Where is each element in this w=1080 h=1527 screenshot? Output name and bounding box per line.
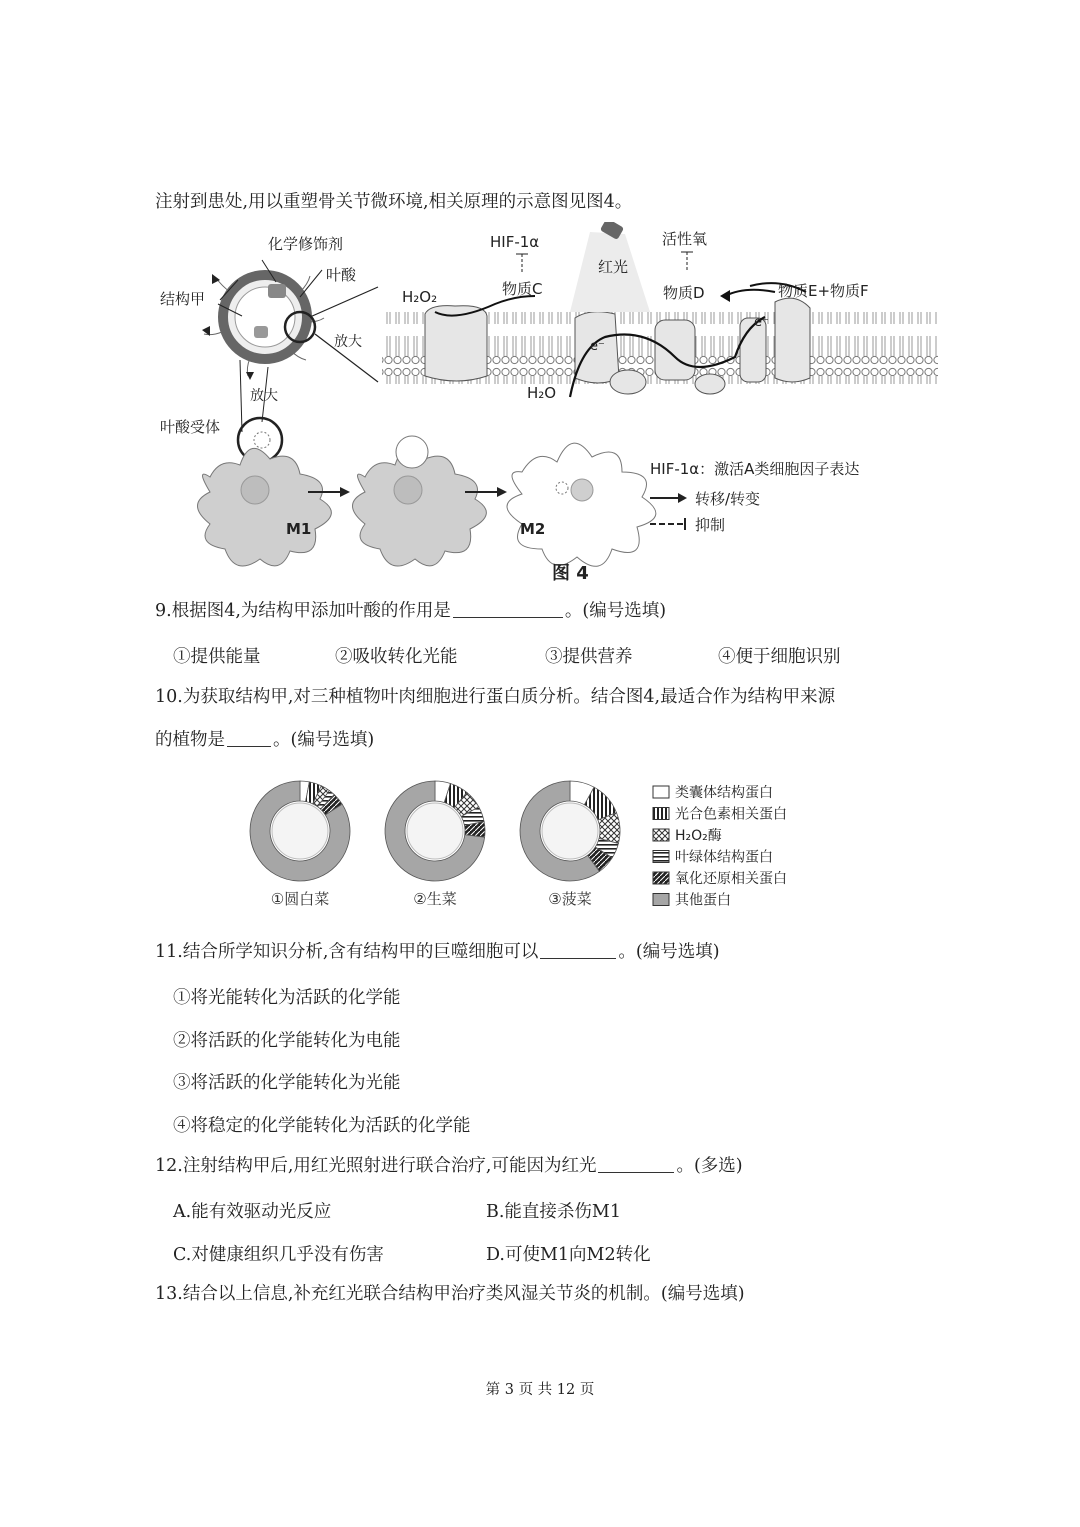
q12-text: 12.注射结构甲后,用红光照射进行联合治疗,可能因为红光 xyxy=(155,1156,597,1176)
q10-tail: 。(编号选填) xyxy=(273,730,375,750)
q9-tail: 。(编号选填) xyxy=(564,601,667,621)
label-substance-ef: 物质E+物质F xyxy=(778,282,869,300)
label-electron-2: e⁻ xyxy=(754,315,769,330)
vegetable-image xyxy=(542,803,598,859)
protein-1 xyxy=(425,306,487,381)
legend-transfer: 转移/转变 xyxy=(695,490,761,508)
figure-4 xyxy=(150,222,940,590)
q12-option-c: C.对健康组织几乎没有伤害 xyxy=(173,1245,384,1265)
label-electron-1: e⁻ xyxy=(590,339,605,354)
label-hif: HIF-1α xyxy=(490,233,540,251)
q11-tail: 。(编号选填) xyxy=(618,942,720,962)
label-magnify-1: 放大 xyxy=(334,334,362,350)
q11-answer-blank[interactable] xyxy=(540,942,616,959)
label-h2o2: H₂O₂ xyxy=(402,288,438,306)
macrophage-intermediate xyxy=(353,436,487,566)
legend-label: H₂O₂酶 xyxy=(675,828,722,844)
label-ros: 活性氧 xyxy=(662,230,708,248)
legend-swatch xyxy=(653,786,669,798)
q12-tail: 。(多选) xyxy=(676,1156,743,1176)
macrophage-m2 xyxy=(507,443,656,566)
donut-label: ③菠菜 xyxy=(548,890,592,908)
legend-label: 其他蛋白 xyxy=(675,892,731,909)
q10-text-2: 的植物是 xyxy=(155,730,225,750)
q12-option-d: D.可使M1向M2转化 xyxy=(486,1245,651,1265)
label-substance-c: 物质C xyxy=(502,280,543,298)
legend-swatch xyxy=(653,894,669,906)
figure-caption: 图 4 xyxy=(552,563,589,584)
label-folate-receptor: 叶酸受体 xyxy=(160,418,221,436)
q9-option-1: ①提供能量 xyxy=(173,647,261,667)
q13-text: 13.结合以上信息,补充红光联合结构甲治疗类风湿关节炎的机制。(编号选填) xyxy=(155,1284,745,1304)
label-m2: M2 xyxy=(520,520,546,538)
legend-inhibit: 抑制 xyxy=(695,516,726,534)
q12-option-a: A.能有效驱动光反应 xyxy=(173,1202,332,1222)
macrophage-m1 xyxy=(198,448,332,566)
q11-stem xyxy=(155,941,720,963)
label-chem-mod: 化学修饰剂 xyxy=(268,235,344,253)
legend-label: 光合色素相关蛋白 xyxy=(675,806,787,823)
q10-answer-blank[interactable] xyxy=(227,730,271,747)
donut-label: ①圆白菜 xyxy=(270,890,330,908)
label-folic: 叶酸 xyxy=(326,266,357,284)
q10-stem-2 xyxy=(155,729,374,751)
legend-swatch xyxy=(653,872,669,884)
legend-label: 类囊体结构蛋白 xyxy=(675,785,773,801)
q10-text: 10.为获取结构甲,对三种植物叶肉细胞进行蛋白质分析。结合图4,最适合作为结构甲来源 xyxy=(155,687,836,707)
q11-option-2: ②将活跃的化学能转化为电能 xyxy=(173,1031,401,1051)
q11-text: 11.结合所学知识分析,含有结构甲的巨噬细胞可以 xyxy=(155,942,539,962)
label-m1: M1 xyxy=(286,520,312,538)
q9-option-4: ④便于细胞识别 xyxy=(718,647,841,667)
q9-answer-blank[interactable] xyxy=(453,601,563,618)
q9-option-3: ③提供营养 xyxy=(545,647,633,667)
label-magnify-2: 放大 xyxy=(250,388,278,404)
q9-option-2: ②吸收转化光能 xyxy=(335,647,458,667)
legend-label: 叶绿体结构蛋白 xyxy=(675,849,773,866)
label-substance-d: 物质D xyxy=(663,284,705,302)
label-red-light: 红光 xyxy=(598,258,629,276)
intro-text: 注射到患处,用以重塑骨关节微环境,相关原理的示意图见图4。 xyxy=(155,192,633,212)
label-h2o: H₂O xyxy=(527,384,557,402)
q12-answer-blank[interactable] xyxy=(598,1156,674,1173)
q9-stem xyxy=(155,600,666,622)
vegetable-image xyxy=(407,803,463,859)
vegetable-image xyxy=(272,803,328,859)
q11-option-4: ④将稳定的化学能转化为活跃的化学能 xyxy=(173,1116,471,1136)
legend-swatch xyxy=(653,829,669,841)
label-struct-jia: 结构甲 xyxy=(160,290,206,308)
q12-stem xyxy=(155,1155,743,1177)
protein-donut-charts xyxy=(245,776,845,916)
protein-5 xyxy=(775,298,810,382)
legend-hif-note: HIF-1α：激活A类细胞因子表达 xyxy=(650,460,860,478)
q11-option-3: ③将活跃的化学能转化为光能 xyxy=(173,1073,401,1093)
protein-3 xyxy=(655,320,695,380)
q9-text: 9.根据图4,为结构甲添加叶酸的作用是 xyxy=(155,601,451,621)
legend-label: 氧化还原相关蛋白 xyxy=(675,871,787,887)
legend-swatch xyxy=(653,808,669,820)
legend-swatch xyxy=(653,851,669,863)
page-footer: 第 3 页 共 12 页 xyxy=(485,1382,595,1398)
donut-label: ②生菜 xyxy=(413,890,457,908)
q12-option-b: B.能直接杀伤M1 xyxy=(486,1202,621,1222)
q11-option-1: ①将光能转化为活跃的化学能 xyxy=(173,988,401,1008)
